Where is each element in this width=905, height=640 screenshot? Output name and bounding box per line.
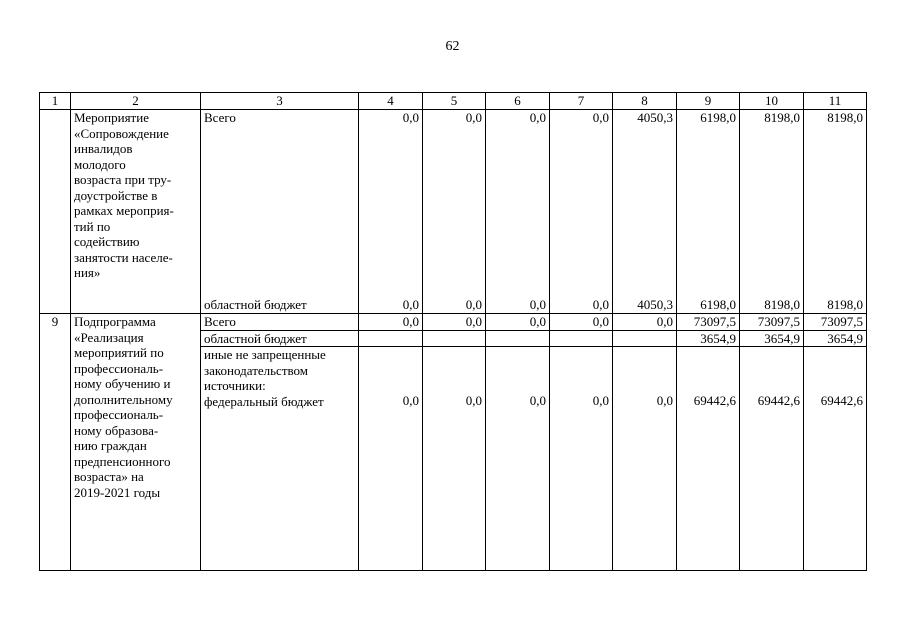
funding-source-line: иные не запрещенные (204, 347, 326, 362)
table-header-row (40, 93, 867, 110)
value-cell (550, 330, 613, 347)
row-number-cell: 9 (40, 314, 71, 571)
value-text: 69442,6 (757, 393, 800, 408)
column-header: 2 (71, 93, 201, 110)
value-cell: 6198,0 (677, 297, 740, 314)
value-cell (550, 347, 613, 571)
funding-source-cell: Всего (201, 110, 359, 297)
value-cell: 73097,5 (740, 314, 804, 331)
value-cell (359, 330, 423, 347)
column-header: 9 (677, 93, 740, 110)
funding-source-line: источники: (204, 378, 266, 393)
row-number-cell (40, 110, 71, 314)
subprogram-name-line: возраста» на (74, 469, 144, 484)
value-cell (423, 330, 486, 347)
value-cell: 3654,9 (677, 330, 740, 347)
value-cell (613, 347, 677, 571)
subprogram-name-line: Подпрограмма (74, 314, 156, 329)
value-cell (740, 347, 804, 571)
column-header: 1 (40, 93, 71, 110)
table-row (40, 314, 867, 331)
funding-source-line: федеральный бюджет (204, 393, 324, 409)
value-text: 0,0 (656, 393, 673, 408)
column-header: 7 (550, 93, 613, 110)
value-cell: 0,0 (423, 110, 486, 297)
measure-name-line: тий по (74, 218, 111, 234)
value-cell: 0,0 (423, 297, 486, 314)
funding-source-cell (201, 347, 359, 571)
value-cell (423, 347, 486, 571)
subprogram-name-line: дополнительному (74, 391, 173, 407)
value-cell: 73097,5 (804, 314, 867, 331)
measure-name-line: молодого (74, 156, 126, 172)
measure-name-line: возраста при тру- (74, 172, 172, 187)
value-cell: 0,0 (550, 110, 613, 297)
value-cell: 4050,3 (613, 110, 677, 297)
value-cell: 8198,0 (804, 110, 867, 297)
value-cell: 0,0 (423, 314, 486, 331)
value-cell: 0,0 (359, 314, 423, 331)
column-header: 11 (804, 93, 867, 110)
value-text: 0,0 (465, 393, 482, 408)
value-cell: 0,0 (486, 297, 550, 314)
column-header: 8 (613, 93, 677, 110)
value-cell: 0,0 (359, 110, 423, 297)
subprogram-name-line: 2019-2021 годы (74, 484, 161, 500)
value-cell: 8198,0 (740, 110, 804, 297)
funding-source-cell: Всего (201, 314, 359, 331)
column-header: 4 (359, 93, 423, 110)
column-header: 3 (201, 93, 359, 110)
page-number: 62 (445, 39, 460, 54)
measure-name-line: «Сопровождение (74, 125, 169, 141)
funding-source-cell: областной бюджет (201, 330, 359, 347)
value-cell: 0,0 (550, 297, 613, 314)
subprogram-name-line: «Реализация (74, 329, 144, 345)
measure-name-line: инвалидов (74, 141, 133, 156)
value-cell (804, 347, 867, 571)
funding-source-cell: областной бюджет (201, 297, 359, 314)
value-cell: 3654,9 (740, 330, 804, 347)
value-cell (486, 347, 550, 571)
value-cell (677, 347, 740, 571)
column-header: 10 (740, 93, 804, 110)
value-text: 0,0 (592, 393, 609, 408)
subprogram-name-line: профессиональ- (74, 360, 164, 376)
measure-name-cell (71, 110, 201, 314)
measure-name-line: доустройстве в (74, 187, 158, 203)
subprogram-name-line: мероприятий по (74, 345, 164, 360)
value-cell (613, 330, 677, 347)
subprogram-name-cell (71, 314, 201, 571)
value-cell: 0,0 (550, 314, 613, 331)
value-cell: 73097,5 (677, 314, 740, 331)
funding-source-line: законодательством (204, 362, 309, 378)
subprogram-name-line: ному обучению и (74, 376, 171, 391)
value-cell: 0,0 (486, 314, 550, 331)
value-text: 69442,6 (820, 393, 863, 408)
subprogram-name-line: нию граждан (74, 438, 147, 453)
value-cell (359, 347, 423, 571)
column-header: 6 (486, 93, 550, 110)
column-header: 5 (423, 93, 486, 110)
value-cell: 8198,0 (740, 297, 804, 314)
value-cell: 0,0 (486, 110, 550, 297)
measure-name-line: занятости населе- (74, 249, 173, 265)
subprogram-name-line: ному образова- (74, 422, 159, 438)
measure-name-line: содействию (74, 234, 140, 249)
subprogram-name-line: предпенсионного (74, 453, 171, 469)
measure-name-line: Мероприятие (74, 110, 149, 125)
measure-name-line: ния» (74, 265, 101, 280)
subprogram-name-line: профессиональ- (74, 407, 164, 422)
value-cell: 0,0 (613, 314, 677, 331)
value-cell: 6198,0 (677, 110, 740, 297)
budget-table (39, 92, 867, 571)
value-text: 0,0 (402, 393, 419, 408)
measure-name-line: рамках мероприя- (74, 203, 174, 218)
value-cell: 8198,0 (804, 297, 867, 314)
value-cell: 3654,9 (804, 330, 867, 347)
value-text: 0,0 (529, 393, 546, 408)
value-text: 69442,6 (693, 393, 736, 408)
table-row (40, 110, 867, 297)
value-cell (486, 330, 550, 347)
value-cell: 0,0 (359, 297, 423, 314)
value-cell: 4050,3 (613, 297, 677, 314)
